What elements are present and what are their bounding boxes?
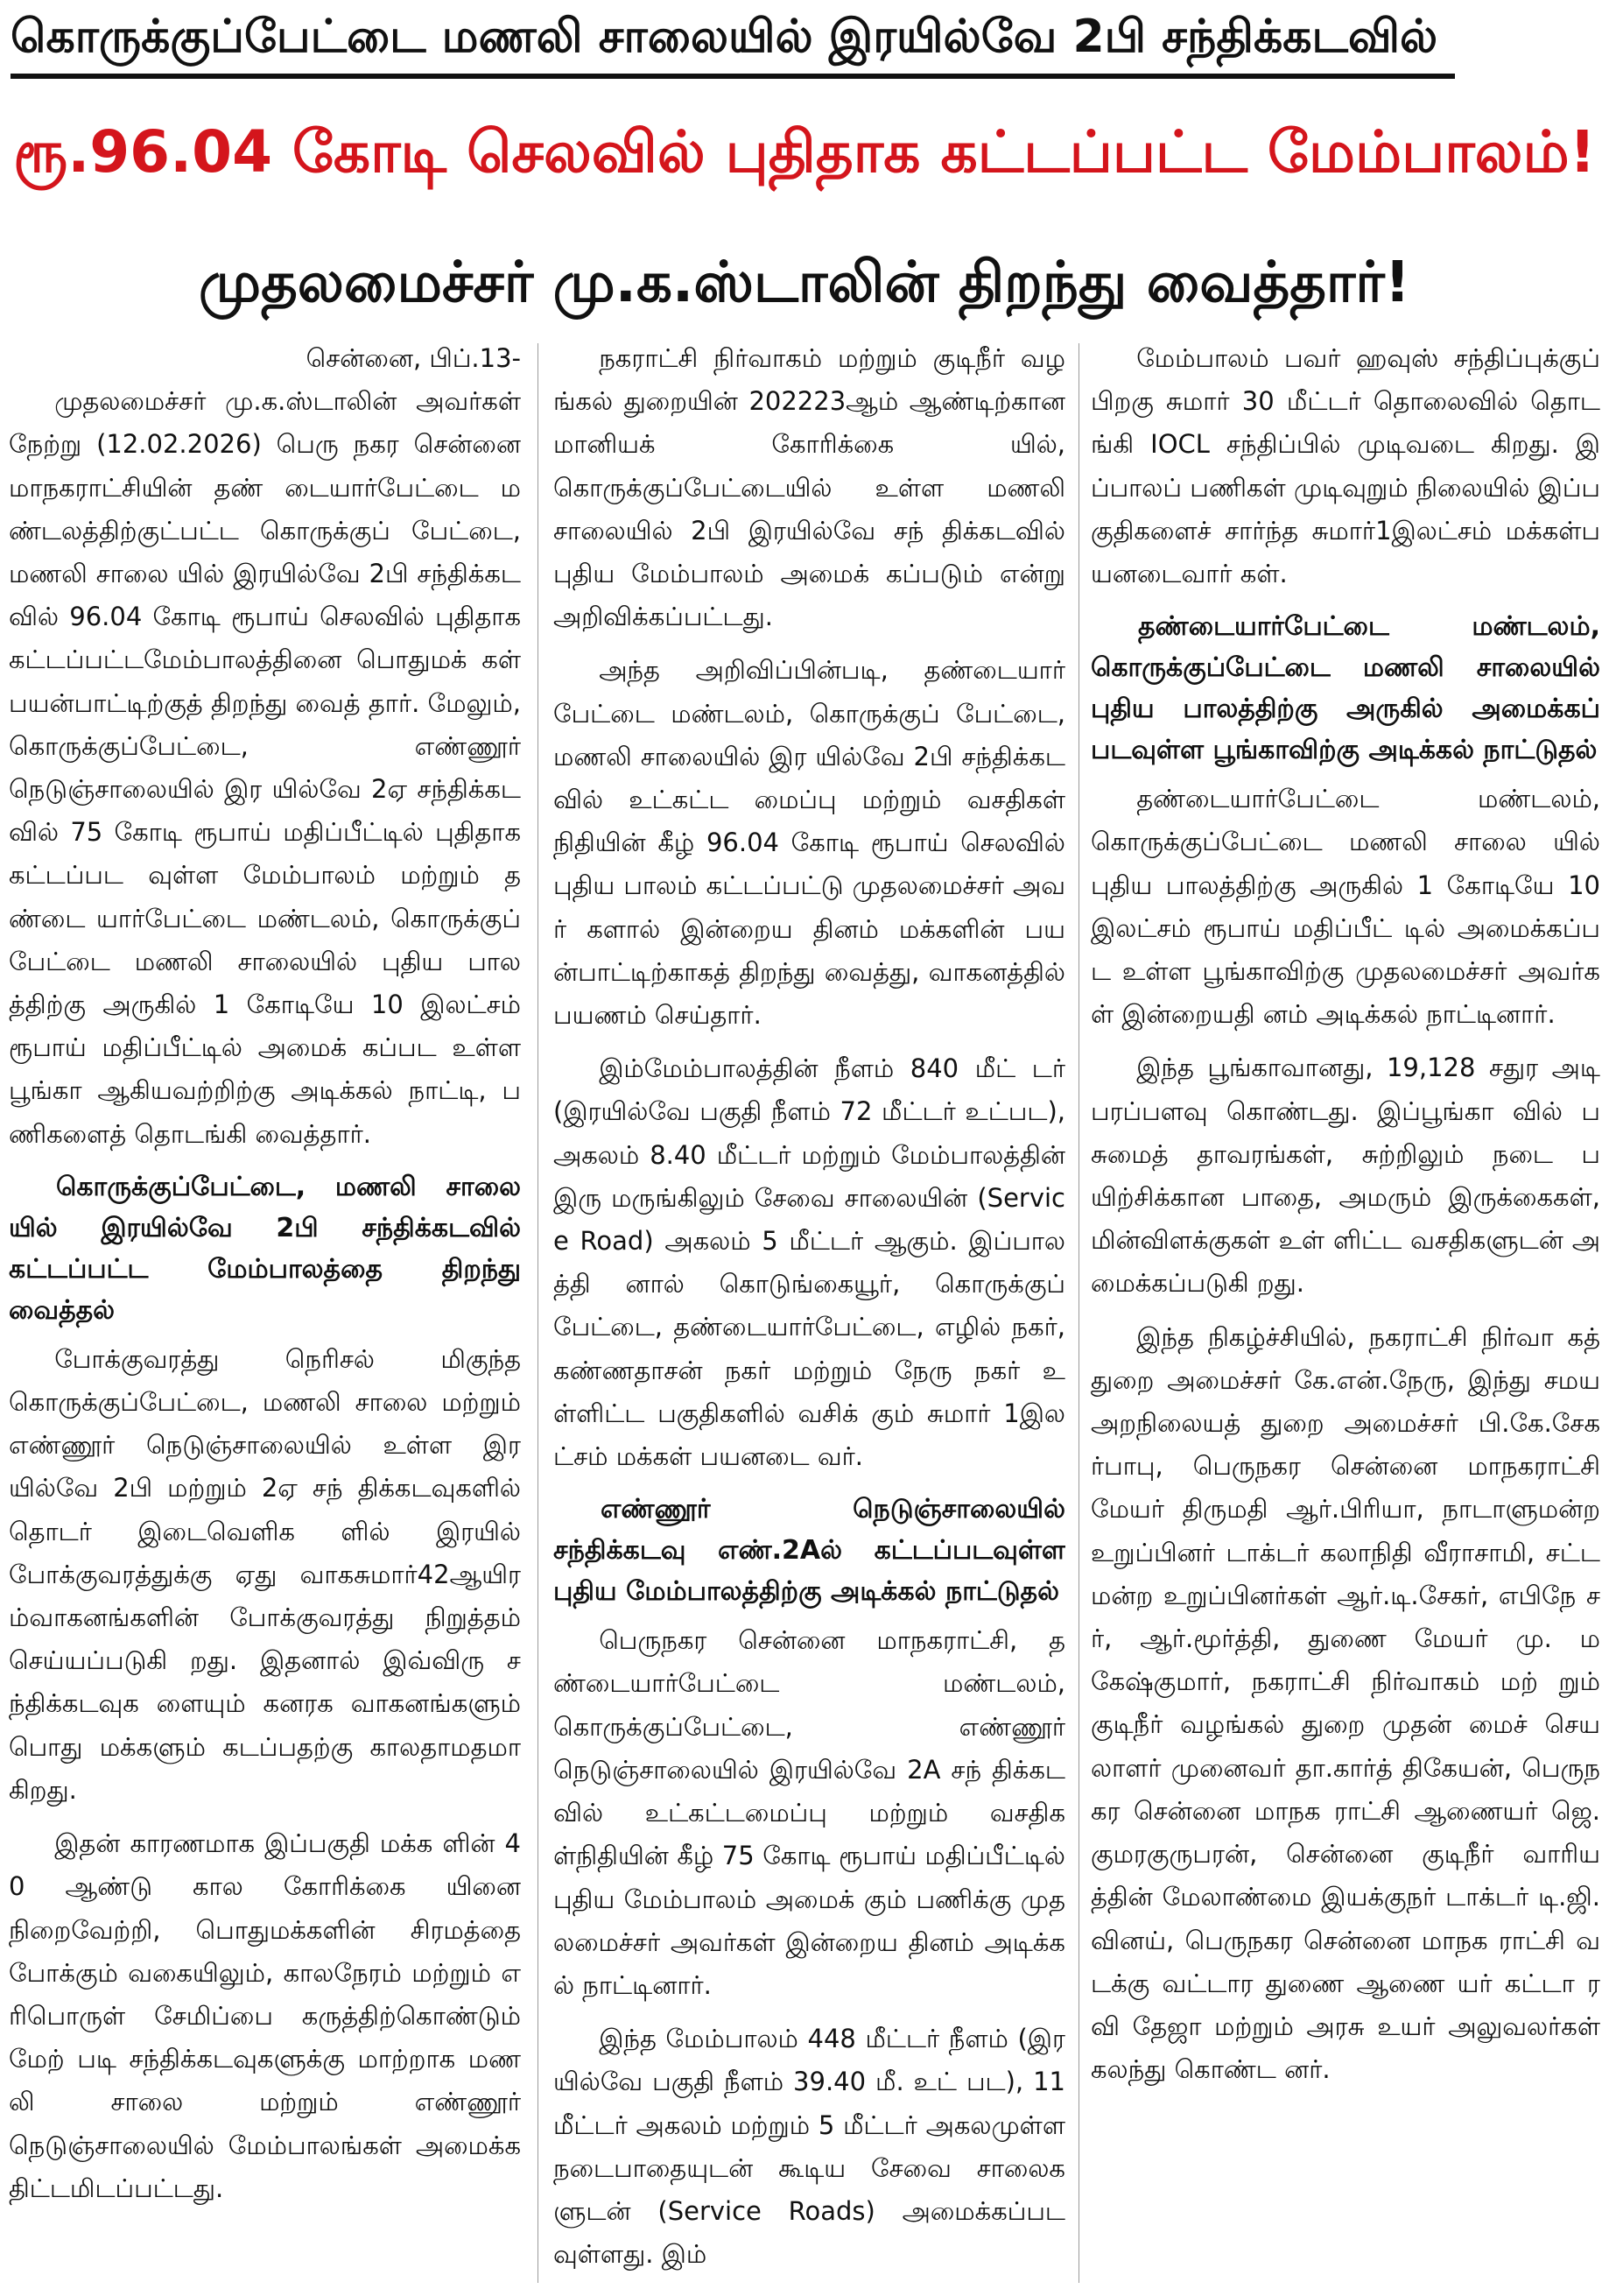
- headline: ரூ.96.04 கோடி செலவில் புதிதாக கட்டப்பட்ட மேம்பாலம்!: [13, 118, 1596, 186]
- paragraph: அந்த அறிவிப்பின்படி, தண்டையார் பேட்டை மண்டலம், கொருக்குப் பேட்டை, மணலி சாலையில் இர யில்வே 2பி சந்திக்கடவில் உட்கட்ட மைப்பு மற்றும் வசதிகள் நிதியின் கீழ் 96.04 கோடி ரூபாய் செலவில் புதிய பாலம் கட்டப்பட்டு முதலமைச்சர் அவர் களால் இன்றைய தினம் மக்களின் பயன்பாட்டிற்காகத் திறந்து வைத்து, வாகனத்தில் பயணம் செய்தார்.: [553, 655, 1065, 1031]
- kicker-line: கொருக்குப்பேட்டை மணலி சாலையில் இரயில்வே 2பி சந்திக்கடவில்: [11, 11, 1438, 63]
- paragraph: இந்த மேம்பாலம் 448 மீட்டர் நீளம் (இரயில்வே பகுதி நீளம் 39.40 மீ. உட் பட), 11 மீட்டர் அகலம் மற்றும் 5 மீட்டர் அகலமுள்ள நடைபாதையுடன் கூடிய சேவை சாலைகளுடன் (Service Roads) அமைக்கப்படவுள்ளது. இம்: [553, 2024, 1065, 2270]
- subheadline: முதலமைச்சர் மு.க.ஸ்டாலின் திறந்து வைத்தார்!: [199, 250, 1410, 315]
- paragraph: மேம்பாலம் பவர் ஹவுஸ் சந்திப்புக்குப் பிறகு சுமார் 30 மீட்டர் தொலைவில் தொடங்கி IOCL சந்திப்பில் முடிவடை கிறது. இப்பாலப் பணிகள் முடிவுறும் நிலையில் இப்பகுதிகளைச் சார்ந்த சுமார்1இலட்சம் மக்கள்பயனடைவார் கள்.: [1091, 343, 1600, 589]
- kicker-underline: [11, 74, 1455, 79]
- paragraph: முதலமைச்சர் மு.க.ஸ்டாலின் அவர்கள் நேற்று (12.02.2026) பெரு நகர சென்னை மாநகராட்சியின் தண் டையார்பேட்டை மண்டலத்திற்குட்பட்ட கொருக்குப் பேட்டை, மணலி சாலை யில் இரயில்வே 2பி சந்திக்கடவில் 96.04 கோடி ரூபாய் செலவில் புதிதாக கட்டப்பட்டமேம்பாலத்தினை பொதுமக் கள் பயன்பாட்டிற்குத் திறந்து வைத் தார். மேலும், கொருக்குப்பேட்டை, எண்ணூர் நெடுஞ்சாலையில் இர யில்வே 2ஏ சந்திக்கடவில் 75 கோடி ரூபாய் மதிப்பீட்டில் புதிதாக கட்டப்பட வுள்ள மேம்பாலம் மற்றும் தண்டை யார்பேட்டை மண்டலம், கொருக்குப் பேட்டை மணலி சாலையில் புதிய பாலத்திற்கு அருகில் 1 கோடியே 10 இலட்சம் ரூபாய் மதிப்பீட்டில் அமைக் கப்பட உள்ள பூங்கா ஆகியவற்றிற்கு அடிக்கல் நாட்டி, பணிகளைத் தொடங்கி வைத்தார்.: [9, 386, 521, 1149]
- dateline: சென்னை, பிப்.13-: [306, 343, 521, 373]
- article-column-1: [9, 337, 521, 2290]
- article-column-2: [553, 337, 1065, 2290]
- paragraph: தண்டையார்பேட்டை மண்டலம், கொருக்குப்பேட்டை மணலி சாலை யில் புதிய பாலத்திற்கு அருகில் 1 கோடியே 10 இலட்சம் ரூபாய் மதிப்பீட் டில் அமைக்கப்பட உள்ள பூங்காவிற்கு முதலமைச்சர் அவர்கள் இன்றையதி னம் அடிக்கல் நாட்டினார்.: [1091, 784, 1600, 1030]
- section-subhead: தண்டையார்பேட்டை மண்டலம், கொருக்குப்பேட்டை மணலி சாலையில் புதிய பாலத்திற்கு அருகில் அமைக்கப் படவுள்ள பூங்காவிற்கு அடிக்கல் நாட்டுதல்: [1091, 611, 1600, 766]
- section-subhead: கொருக்குப்பேட்டை, மணலி சாலை யில் இரயில்வே 2பி சந்திக்கடவில் கட்டப்பட்ட மேம்பாலத்தை திறந்து வைத்தல்: [9, 1171, 521, 1326]
- article-column-3: [1091, 337, 1600, 2290]
- paragraph: இதன் காரணமாக இப்பகுதி மக்க ளின் 40 ஆண்டு கால கோரிக்கை யினை நிறைவேற்றி, பொதுமக்களின் சிரமத்தை போக்கும் வகையிலும், காலநேரம் மற்றும் எரிபொருள் சேமிப்பை கருத்திற்கொண்டும் மேற் படி சந்திக்கடவுகளுக்கு மாற்றாக மணலி சாலை மற்றும் எண்ணூர் நெடுஞ்சாலையில் மேம்பாலங்கள் அமைக்க திட்டமிடப்பட்டது.: [9, 1828, 521, 2203]
- paragraph: நகராட்சி நிர்வாகம் மற்றும் குடிநீர் வழங்கல் துறையின் 202223ஆம் ஆண்டிற்கான மானியக் கோரிக்கை யில், கொருக்குப்பேட்டையில் உள்ள மணலி சாலையில் 2பி இரயில்வே சந் திக்கடவில் புதிய மேம்பாலம் அமைக் கப்படும் என்று அறிவிக்கப்பட்டது.: [553, 343, 1065, 632]
- paragraph: இந்த பூங்காவானது, 19,128 சதுர அடி பரப்பளவு கொண்டது. இப்பூங்கா வில் பசுமைத் தாவரங்கள், சுற்றிலும் நடை பயிற்சிக்கான பாதை, அமரும் இருக்கைகள், மின்விளக்குகள் உள் ளிட்ட வசதிகளுடன் அமைக்கப்படுகி றது.: [1091, 1053, 1600, 1299]
- paragraph: இம்மேம்பாலத்தின் நீளம் 840 மீட் டர் (இரயில்வே பகுதி நீளம் 72 மீட்டர் உட்பட), அகலம் 8.40 மீட்டர் மற்றும் மேம்பாலத்தின் இரு மருங்கிலும் சேவை சாலையின் (Service Road) அகலம் 5 மீட்டர் ஆகும். இப்பாலத்தி னால் கொடுங்கையூர், கொருக்குப் பேட்டை, தண்டையார்பேட்டை, எழில் நகர், கண்ணதாசன் நகர் மற்றும் நேரு நகர் உள்ளிட்ட பகுதிகளில் வசிக் கும் சுமார் 1இலட்சம் மக்கள் பயனடை வர்.: [553, 1053, 1065, 1472]
- section-subhead: எண்ணூர் நெடுஞ்சாலையில் சந்திக்கடவு எண்.2Aல் கட்டப்படவுள்ள புதிய மேம்பாலத்திற்கு அடிக்கல் நாட்டுதல்: [553, 1494, 1065, 1608]
- paragraph: போக்குவரத்து நெரிசல் மிகுந்த கொருக்குப்பேட்டை, மணலி சாலை மற்றும் எண்ணூர் நெடுஞ்சாலையில் உள்ள இரயில்வே 2பி மற்றும் 2ஏ சந் திக்கடவுகளில் தொடர் இடைவெளிக ளில் இரயில் போக்குவரத்துக்கு ஏது வாகசுமார்42ஆயிரம்வாகனங்களின் போக்குவரத்து நிறுத்தம் செய்யப்படுகி றது. இதனால் இவ்விரு சந்திக்கடவுக ளையும் கனரக வாகனங்களும் பொது மக்களும் கடப்பதற்கு காலதாமதமா கிறது.: [9, 1343, 521, 1805]
- paragraph: இந்த நிகழ்ச்சியில், நகராட்சி நிர்வா கத் துறை அமைச்சர் கே.என்.நேரு, இந்து சமய அறநிலையத் துறை அமைச்சர் பி.கே.சேகர்பாபு, பெருநகர சென்னை மாநகராட்சி மேயர் திருமதி ஆர்.பிரியா, நாடாளுமன்ற உறுப்பினர் டாக்டர் கலாநிதி வீராசாமி, சட்டமன்ற உறுப்பினர்கள் ஆர்.டி.சேகர், எபிநே சர், ஆர்.மூர்த்தி, துணை மேயர் மு. மகேஷ்குமார், நகராட்சி நிர்வாகம் மற் றும் குடிநீர் வழங்கல் துறை முதன் மைச் செயலாளர் முனைவர் தா.கார்த் திகேயன், பெருநகர சென்னை மாநக ராட்சி ஆணையர் ஜெ.குமரகுருபரன், சென்னை குடிநீர் வாரியத்தின் மேலாண்மை இயக்குநர் டாக்டர் டி.ஜி. வினய், பெருநகர சென்னை மாநக ராட்சி வடக்கு வட்டார துணை ஆணை யர் கட்டா ரவி தேஜா மற்றும் அரசு உயர் அலுவலர்கள் கலந்து கொண்ட னர்.: [1091, 1321, 1600, 2085]
- paragraph: பெருநகர சென்னை மாநகராட்சி, தண்டையார்பேட்டை மண்டலம், கொருக்குப்பேட்டை, எண்ணூர் நெடுஞ்சாலையில் இரயில்வே 2A சந் திக்கடவில் உட்கட்டமைப்பு மற்றும் வசதிகள்நிதியின் கீழ் 75 கோடி ரூபாய் மதிப்பீட்டில் புதிய மேம்பாலம் அமைக் கும் பணிக்கு முதலமைச்சர் அவர்கள் இன்றைய தினம் அடிக்கல் நாட்டினார்.: [553, 1625, 1065, 2000]
